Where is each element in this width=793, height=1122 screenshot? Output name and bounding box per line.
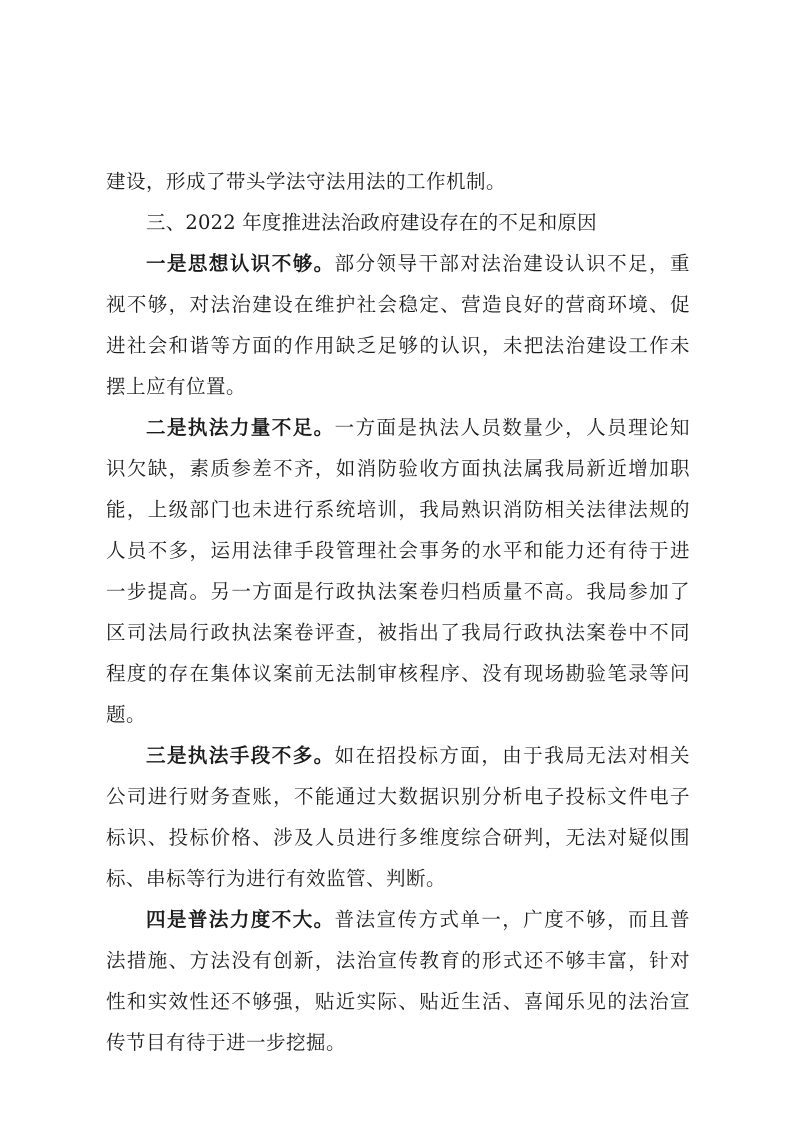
paragraph-line: 识欠缺，素质参差不齐，如消防验收方面执法属我局新近增加职	[106, 457, 690, 480]
paragraph-lead-bold: 四是普法力度不大。	[146, 908, 335, 931]
paragraph-line: 摆上应有位置。	[106, 375, 247, 398]
paragraph-text: 一方面是执法人员数量少，人员理论知	[334, 416, 690, 439]
paragraph-line: 标、串标等行为进行有效监管、判断。	[106, 867, 447, 890]
paragraph-line: 法措施、方法没有创新，法治宣传教育的形式还不够丰富，针对	[106, 949, 690, 972]
paragraph-line: 程度的存在集体议案前无法制审核程序、没有现场勘验笔录等问	[106, 662, 690, 685]
paragraph-line: 进社会和谐等方面的作用缺乏足够的认识，未把法治建设工作未	[106, 334, 690, 357]
paragraph-line: 传节目有待于进一步挖掘。	[106, 1031, 347, 1054]
paragraph-lead-bold: 二是执法力量不足。	[146, 416, 335, 439]
paragraph-line: 标识、投标价格、涉及人员进行多维度综合研判，无法对疑似围	[106, 826, 690, 849]
paragraph-line: 公司进行财务查账，不能通过大数据识别分析电子投标文件电子	[106, 785, 690, 808]
paragraph-text: 如在招投标方面，由于我局无法对相关	[334, 744, 690, 767]
paragraph-line: 性和实效性还不够强，贴近实际、贴近生活、喜闻乐见的法治宣	[106, 990, 690, 1013]
paragraph-line: 区司法局行政执法案卷评查，被指出了我局行政执法案卷中不同	[106, 621, 690, 644]
paragraph-text: 普法宣传方式单一，广度不够，而且普	[334, 908, 690, 931]
paragraph-line	[146, 900, 690, 940]
paragraph-line	[146, 244, 690, 284]
paragraph-line: 题。	[106, 703, 147, 726]
paragraph-line: 视不够，对法治建设在维护社会稳定、营造良好的营商环境、促	[106, 293, 690, 316]
paragraph-line	[146, 408, 690, 448]
paragraph-text: 部分领导干部对法治建设认识不足，重	[334, 252, 690, 275]
paragraph-line: 人员不多，运用法律手段管理社会事务的水平和能力还有待于进	[106, 539, 690, 562]
paragraph-line	[146, 736, 690, 776]
section-heading: 三、2022 年度推进法治政府建设存在的不足和原因	[146, 211, 597, 234]
paragraph-lead-bold: 三是执法手段不多。	[146, 744, 335, 767]
paragraph-line: 能，上级部门也未进行系统培训，我局熟识消防相关法律法规的	[106, 498, 690, 521]
paragraph-lead-bold: 一是思想认识不够。	[146, 252, 335, 275]
paragraph-continuation-line: 建设，形成了带头学法守法用法的工作机制。	[106, 170, 507, 193]
paragraph-line: 一步提高。另一方面是行政执法案卷归档质量不高。我局参加了	[106, 580, 690, 603]
